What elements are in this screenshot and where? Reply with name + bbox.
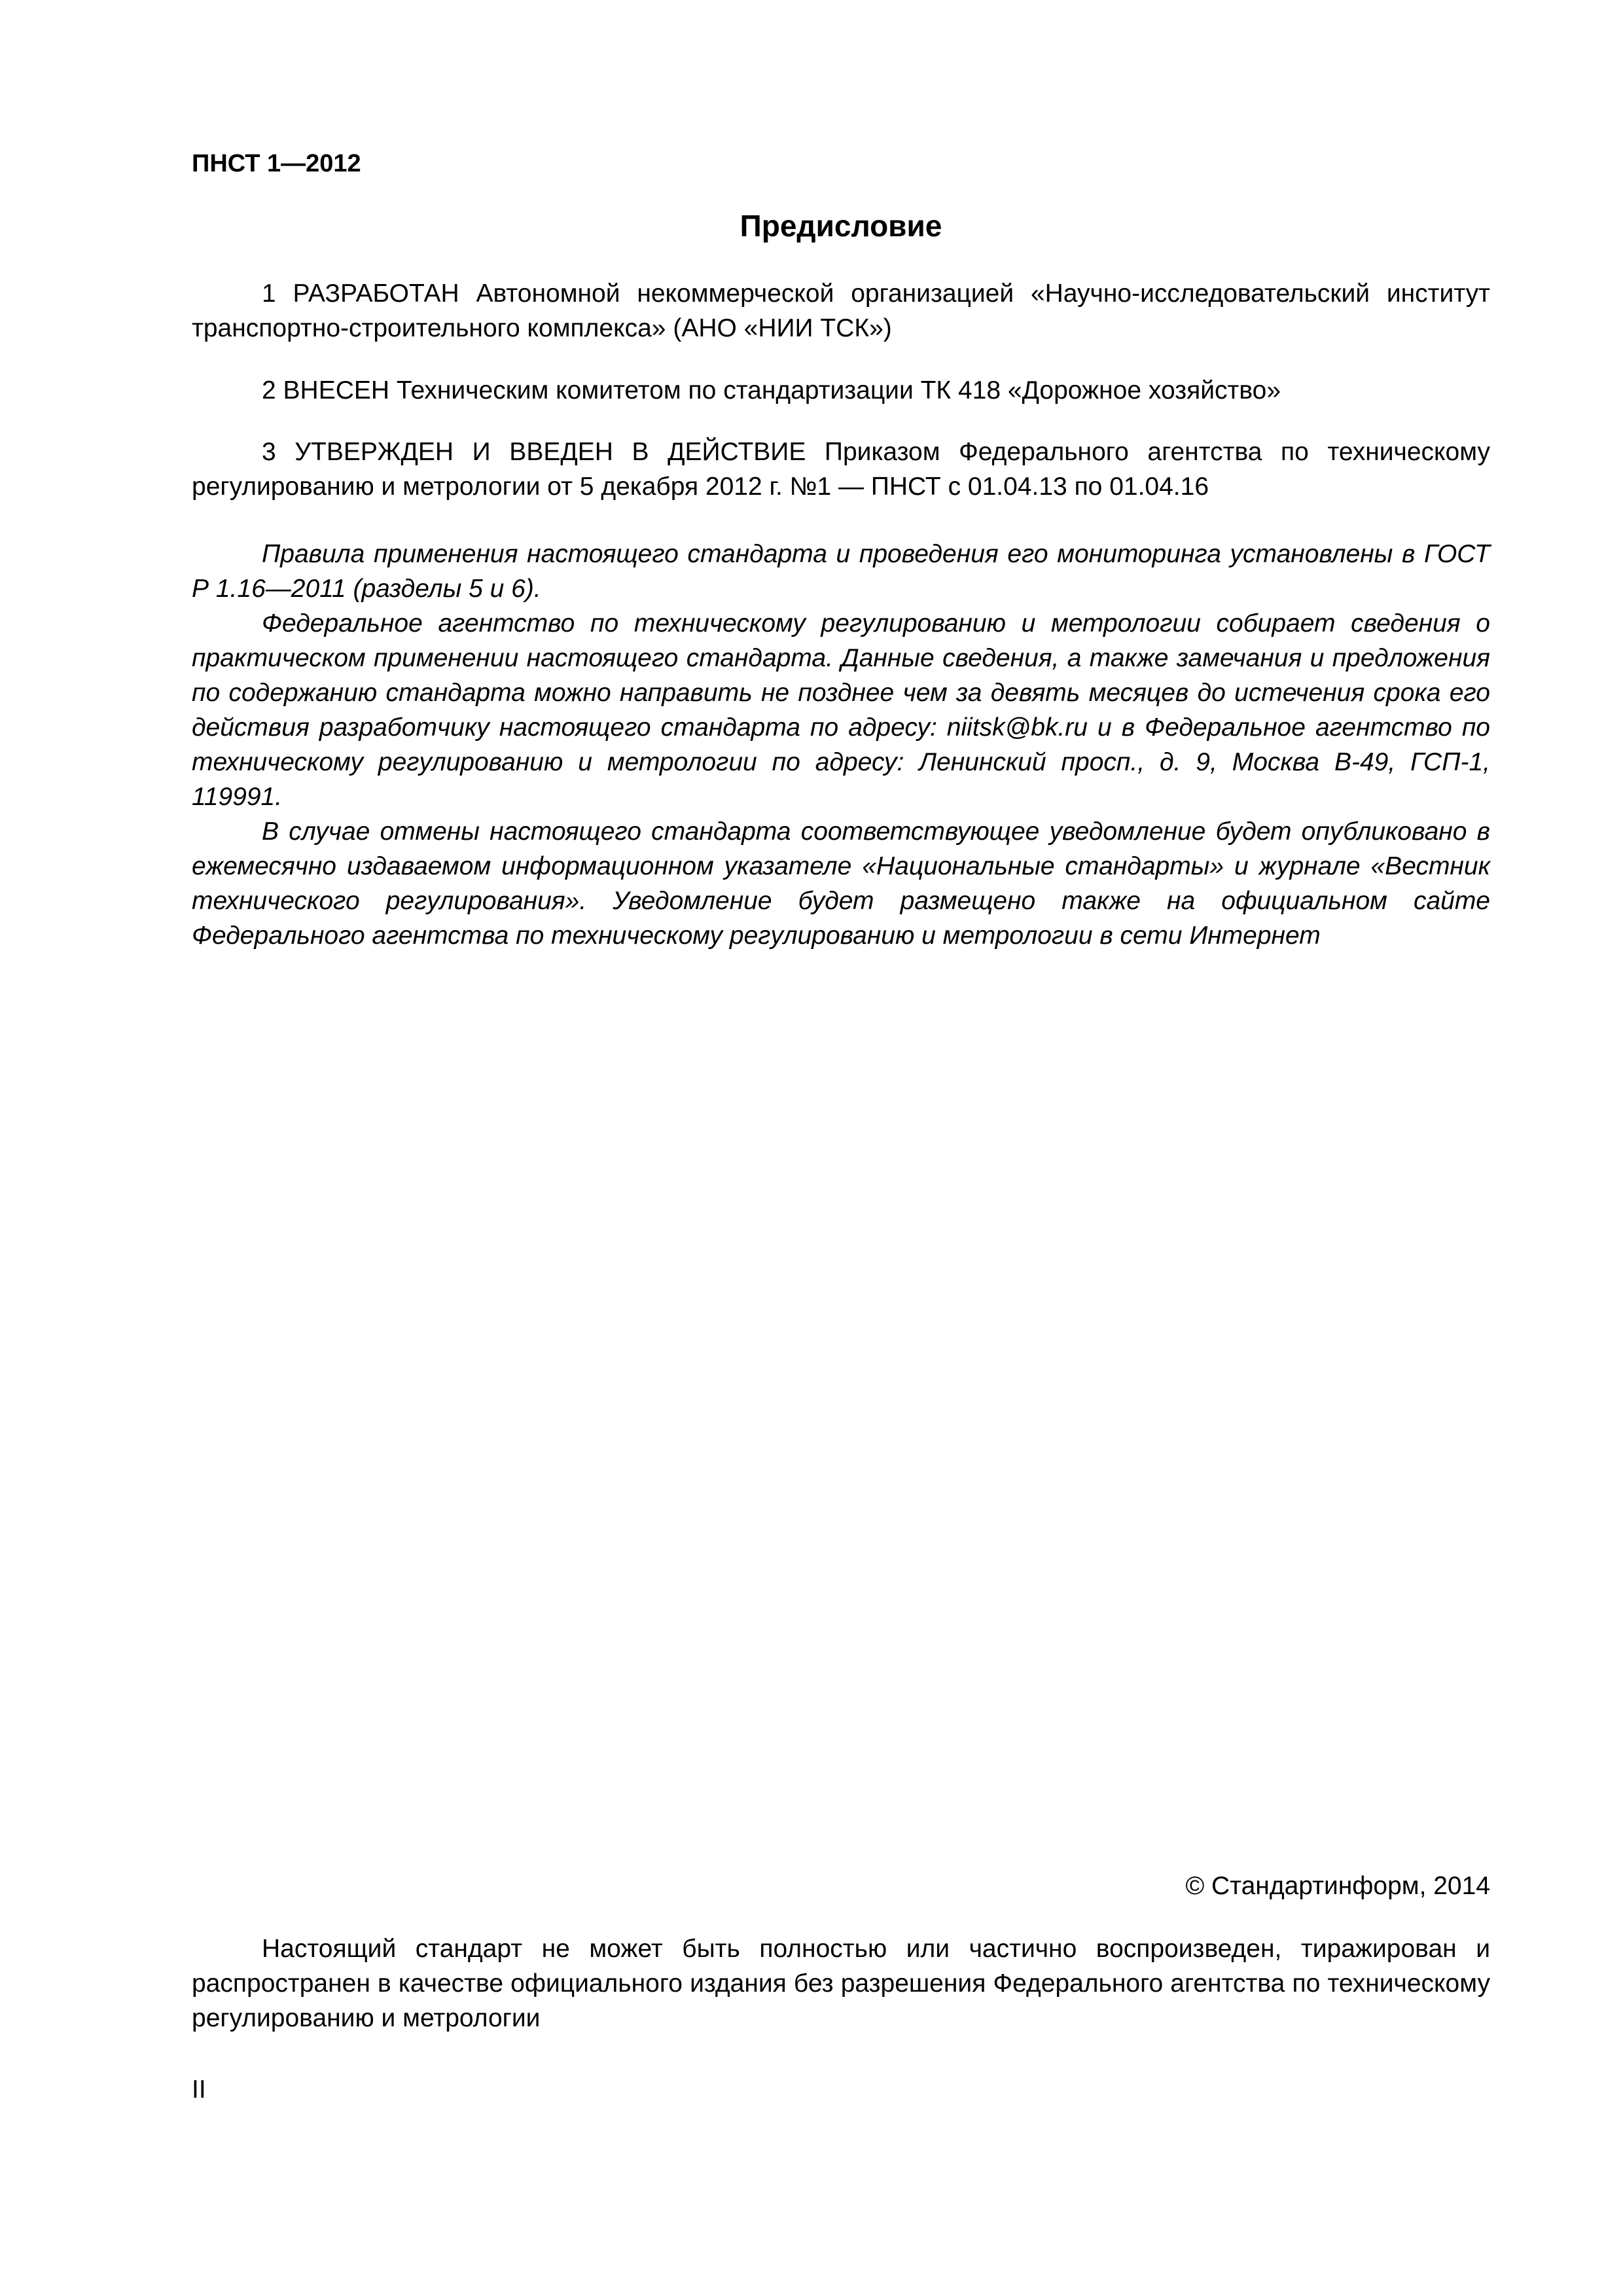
preface-item-2: 2 ВНЕСЕН Техническим комитетом по стандартизации ТК 418 «Дорожное хозяйство» [262, 376, 1281, 404]
note-application-rules: Правила применения настоящего стандарта и проведения его мониторинга установлены в ГОСТ Р 1.16—2011 (разделы 5 и 6). [192, 540, 1490, 603]
note-cancellation: В случае отмены настоящего стандарта соответствующее уведомление будет опубликовано в ежемесячно издаваемом информационном указателе «Национальные стандарты» и журнале «Вестник технического регулирования». Уведомление будет размещено также на официальном сайте Федерального агентства по техническому регулированию и метрологии в сети Интернет [192, 817, 1490, 950]
note-feedback-collection: Федеральное агентство по техническому регулированию и метрологии собирает сведения о практическом применении настоящего стандарта. Данные сведения, а также замечания и предложения по содержанию стандарта можно направить не позднее чем за девять месяцев до истечения срока его действия разработчику настоящего стандарта по адресу: niitsk@bk.ru и в Федеральное агентство по техническому регулированию и метрологии по адресу: Ленинский просп., д. 9, Москва В-49, ГСП-1, 119991. [192, 609, 1490, 811]
document-code: ПНСТ 1—2012 [192, 150, 361, 177]
preface-item-1: 1 РАЗРАБОТАН Автономной некоммерческой организацией «Научно-исследовательский институт транспортно-строительного комплекса» (АНО «НИИ ТСК») [192, 279, 1490, 342]
page-number: II [192, 2075, 206, 2104]
preface-title: Предисловие [740, 209, 942, 243]
legal-notice: Настоящий стандарт не может быть полностью или частично воспроизведен, тиражирован и распространен в качестве официального издания без разрешения Федерального агентства по техническому регулированию и метрологии [192, 1935, 1490, 2032]
preface-notes [192, 537, 1490, 953]
preface-item-3: 3 УТВЕРЖДЕН И ВВЕДЕН В ДЕЙСТВИЕ Приказом Федерального агентства по техническому регулированию и метрологии от 5 декабря 2012 г. №1 — ПНСТ с 01.04.13 по 01.04.16 [192, 438, 1490, 501]
copyright-line: © Стандартинформ, 2014 [1185, 1872, 1490, 1900]
